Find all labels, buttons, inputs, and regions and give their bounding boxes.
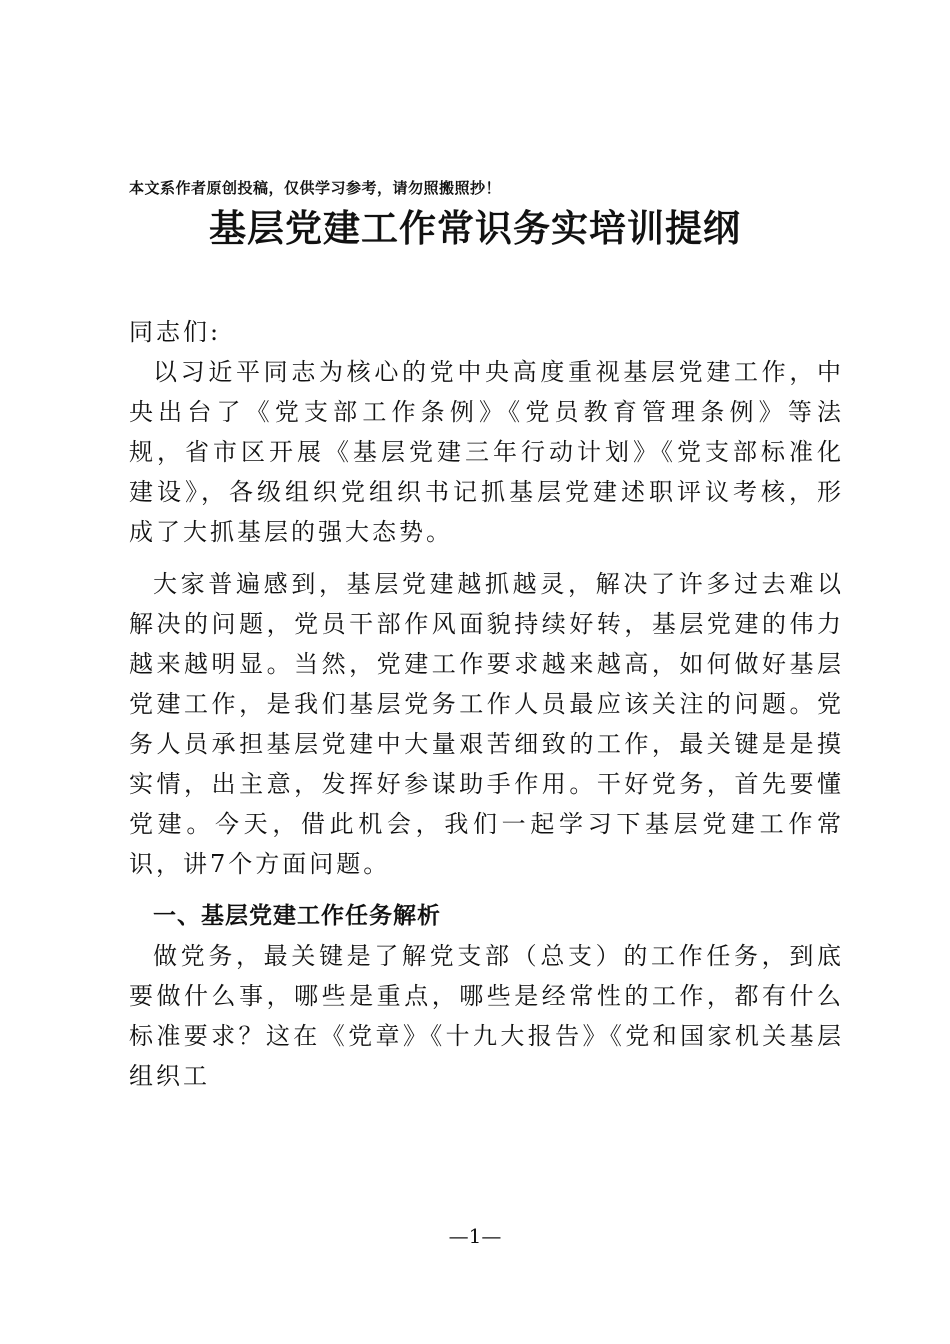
paragraph-2: 大家普遍感到，基层党建越抓越灵，解决了许多过去难以解决的问题，党员干部作风面貌持续好转，基层党建的伟力越来越明显。当然，党建工作要求越来越高，如何做好基层党建工作，是我们基层党务工作人员最应该关注的问题。党务人员承担基层党建中大量艰苦细致的工作，最关键是是摸实情，出主意，发挥好参谋助手作用。干好党务，首先要懂党建。今天，借此机会，我们一起学习下基层党建工作常识，讲7个方面问题。	[129, 570, 844, 878]
section-paragraph: 做党务，最关键是了解党支部（总支）的工作任务，到底要做什么事，哪些是重点，哪些是经常性的工作，都有什么标准要求？这在《党章》《十九大报告》《党和国家机关基层组织工	[129, 942, 844, 1090]
copyright-notice: 本文系作者原创投稿，仅供学习参考，请勿照搬照抄！	[129, 179, 502, 197]
document-body	[129, 312, 844, 1096]
salutation: 同志们:	[129, 318, 222, 346]
document-title: 基层党建工作常识务实培训提纲	[209, 206, 741, 250]
page-number: —1—	[448, 1224, 502, 1248]
paragraph-1: 以习近平同志为核心的党中央高度重视基层党建工作，中央出台了《党支部工作条例》《党员教育管理条例》等法规，省市区开展《基层党建三年行动计划》《党支部标准化建设》，各级组织党组织书记抓基层党建述职评议考核，形成了大抓基层的强大态势。	[129, 358, 844, 546]
section-heading: 一、基层党建工作任务解析	[153, 903, 441, 929]
